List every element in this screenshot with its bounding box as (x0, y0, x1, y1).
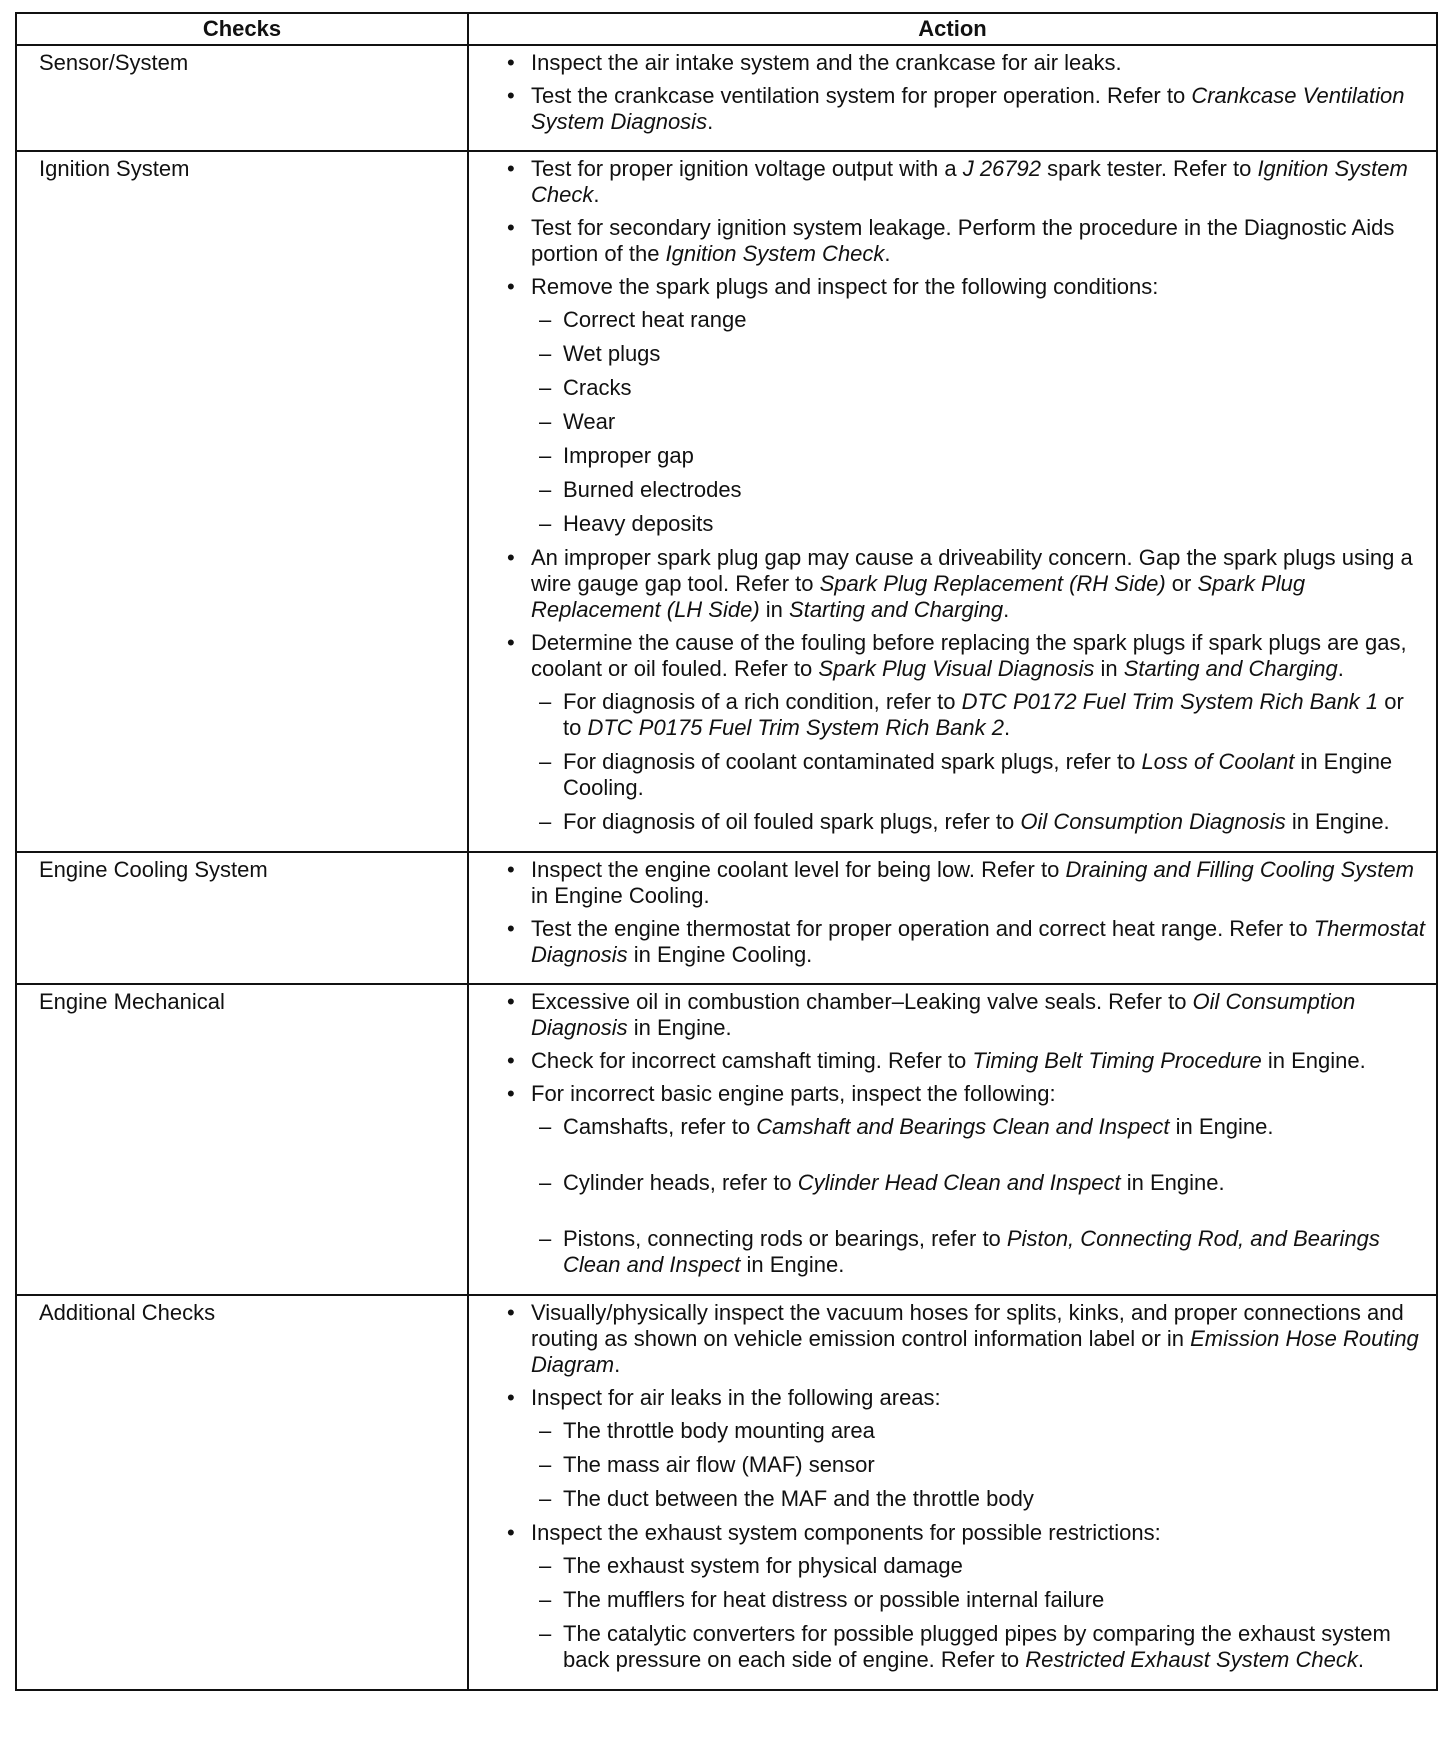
check-cell: Ignition System (16, 151, 468, 852)
body-text: The mufflers for heat distress or possible internal failure (563, 1587, 1105, 1612)
bullet-item (505, 989, 1426, 1041)
table-row (16, 151, 1437, 852)
body-text: The mass air flow (MAF) sensor (563, 1452, 875, 1477)
sub-item (505, 307, 1426, 333)
header-checks: Checks (16, 13, 468, 45)
body-text: . (707, 109, 714, 134)
body-text: For diagnosis of coolant contaminated spark plugs, refer to (563, 749, 1142, 774)
reference-text: J 26792 (962, 156, 1041, 181)
bullet-item (505, 50, 1426, 76)
body-text: Burned electrodes (563, 477, 742, 502)
reference-text: Spark Plug Replacement (RH Side) (819, 571, 1166, 596)
bullet-item (505, 1385, 1426, 1411)
reference-text: Draining and Filling Cooling System (1065, 857, 1414, 882)
reference-text: Camshaft and Bearings Clean and Inspect (756, 1114, 1170, 1139)
sub-item (505, 1170, 1426, 1196)
sub-item (505, 809, 1426, 835)
reference-text: Spark Plug Replacement (LH Side) (531, 571, 1306, 622)
sub-item (505, 1587, 1426, 1613)
sub-item (505, 1418, 1426, 1444)
body-text: . (1337, 656, 1344, 681)
reference-text: Emission Hose Routing Diagram (531, 1326, 1419, 1377)
bullet-item (505, 1520, 1426, 1546)
body-text: Determine the cause of the fouling before replacing the spark plugs if spark plugs are gas, coolant or oil fouled. Refer to (531, 630, 1407, 681)
action-cell (468, 1295, 1437, 1690)
table-body (16, 45, 1437, 1690)
bullet-item (505, 215, 1426, 267)
body-text: The duct between the MAF and the throttle body (563, 1486, 1034, 1511)
body-text: . (884, 241, 891, 266)
reference-text: Oil Consumption Diagnosis (531, 989, 1356, 1040)
body-text: For diagnosis of a rich condition, refer to (563, 689, 962, 714)
bullet-item (505, 1081, 1426, 1107)
sub-item (505, 1486, 1426, 1512)
header-row (16, 13, 1437, 45)
body-text: in Engine Cooling. (531, 883, 710, 908)
body-text: Remove the spark plugs and inspect for the following conditions: (531, 274, 1159, 299)
table-row (16, 45, 1437, 151)
body-text: . (614, 1352, 621, 1377)
body-text: in (1094, 656, 1124, 681)
checks-table (15, 12, 1438, 1691)
reference-text: Starting and Charging (1123, 656, 1338, 681)
bullet-item (505, 156, 1426, 208)
body-text: in Engine Cooling. (627, 942, 813, 967)
table-row (16, 984, 1437, 1295)
bullet-item (505, 274, 1426, 300)
reference-text: Spark Plug Visual Diagnosis (818, 656, 1095, 681)
body-text: Inspect for air leaks in the following areas: (531, 1385, 941, 1410)
reference-text: Cylinder Head Clean and Inspect (797, 1170, 1121, 1195)
reference-text: DTC P0172 Fuel Trim System Rich Bank 1 (961, 689, 1379, 714)
reference-text: Ignition System Check (665, 241, 885, 266)
bullet-item (505, 545, 1426, 623)
reference-text: Loss of Coolant (1141, 749, 1295, 774)
table-row (16, 1295, 1437, 1690)
action-cell (468, 45, 1437, 151)
reference-text: Crankcase Ventilation System Diagnosis (531, 83, 1405, 134)
sub-item (505, 477, 1426, 503)
reference-text: Thermostat Diagnosis (531, 916, 1425, 967)
body-text: Excessive oil in combustion chamber–Leaking valve seals. Refer to (531, 989, 1193, 1014)
reference-text: Ignition System Check (531, 156, 1408, 207)
bullet-item (505, 916, 1426, 968)
body-text: in Engine. (1169, 1114, 1274, 1139)
check-cell: Engine Cooling System (16, 852, 468, 984)
sub-item (505, 1226, 1426, 1278)
body-text: For diagnosis of oil fouled spark plugs, refer to (563, 809, 1021, 834)
body-text: Inspect the engine coolant level for being low. Refer to (531, 857, 1066, 882)
action-cell (468, 852, 1437, 984)
body-text: Cylinder heads, refer to (563, 1170, 798, 1195)
body-text: or (1165, 571, 1198, 596)
body-text: An improper spark plug gap may cause a driveability concern. Gap the spark plugs using a wire gauge gap tool. Refer to (531, 545, 1413, 596)
sub-item (505, 689, 1426, 741)
body-text: in Engine. (1120, 1170, 1225, 1195)
reference-text: Oil Consumption Diagnosis (1020, 809, 1286, 834)
body-text: The catalytic converters for possible plugged pipes by comparing the exhaust system back pressure on each side of engine. Refer to (563, 1621, 1391, 1672)
body-text: Correct heat range (563, 307, 747, 332)
sub-item (505, 1114, 1426, 1140)
table-row (16, 852, 1437, 984)
sub-item (505, 1553, 1426, 1579)
body-text: in Engine. (1285, 809, 1390, 834)
bullet-item (505, 630, 1426, 682)
body-text: Wet plugs (563, 341, 661, 366)
sub-item (505, 1452, 1426, 1478)
sub-item (505, 341, 1426, 367)
check-cell: Engine Mechanical (16, 984, 468, 1295)
reference-text: DTC P0175 Fuel Trim System Rich Bank 2 (587, 715, 1004, 740)
body-text: Improper gap (563, 443, 694, 468)
body-text: Camshafts, refer to (563, 1114, 757, 1139)
body-text: . (593, 182, 600, 207)
body-text: in (759, 597, 790, 622)
reference-text: Timing Belt Timing Procedure (972, 1048, 1262, 1073)
body-text: Check for incorrect camshaft timing. Refer to (531, 1048, 973, 1073)
body-text: or to (563, 689, 1404, 740)
bullet-item (505, 83, 1426, 135)
action-cell (468, 984, 1437, 1295)
sub-item (505, 749, 1426, 801)
body-text: For incorrect basic engine parts, inspect the following: (531, 1081, 1056, 1106)
header-action: Action (468, 13, 1437, 45)
body-text: The throttle body mounting area (563, 1418, 875, 1443)
body-text: Test for secondary ignition system leakage. Perform the procedure in the Diagnostic Aids portion of the (531, 215, 1395, 266)
body-text: Visually/physically inspect the vacuum hoses for splits, kinks, and proper connections and routing as shown on vehicle emission control information label or in (531, 1300, 1404, 1351)
reference-text: Restricted Exhaust System Check (1025, 1647, 1358, 1672)
sub-item (505, 1621, 1426, 1673)
bullet-item (505, 857, 1426, 909)
body-text: in Engine. (627, 1015, 732, 1040)
check-cell: Additional Checks (16, 1295, 468, 1690)
sub-item (505, 375, 1426, 401)
body-text: The exhaust system for physical damage (563, 1553, 963, 1578)
body-text: Heavy deposits (563, 511, 714, 536)
action-cell (468, 151, 1437, 852)
body-text: Inspect the air intake system and the crankcase for air leaks. (531, 50, 1122, 75)
body-text: in Engine. (740, 1252, 845, 1277)
body-text: Wear (563, 409, 616, 434)
body-text: Test the engine thermostat for proper operation and correct heat range. Refer to (531, 916, 1314, 941)
body-text: . (1357, 1647, 1364, 1672)
body-text: . (1003, 597, 1010, 622)
body-text: Test the crankcase ventilation system for proper operation. Refer to (531, 83, 1192, 108)
body-text: Cracks (563, 375, 632, 400)
body-text: Test for proper ignition voltage output with a (531, 156, 963, 181)
sub-item (505, 443, 1426, 469)
body-text: Inspect the exhaust system components for possible restrictions: (531, 1520, 1161, 1545)
body-text: in Engine Cooling. (563, 749, 1393, 800)
body-text: Pistons, connecting rods or bearings, refer to (563, 1226, 1007, 1251)
reference-text: Starting and Charging (789, 597, 1004, 622)
sub-item (505, 511, 1426, 537)
bullet-item (505, 1048, 1426, 1074)
body-text: spark tester. Refer to (1041, 156, 1258, 181)
body-text: . (1003, 715, 1011, 740)
bullet-item (505, 1300, 1426, 1378)
check-cell: Sensor/System (16, 45, 468, 151)
sub-item (505, 409, 1426, 435)
body-text: in Engine. (1261, 1048, 1366, 1073)
reference-text: Piston, Connecting Rod, and Bearings Clean and Inspect (563, 1226, 1380, 1277)
